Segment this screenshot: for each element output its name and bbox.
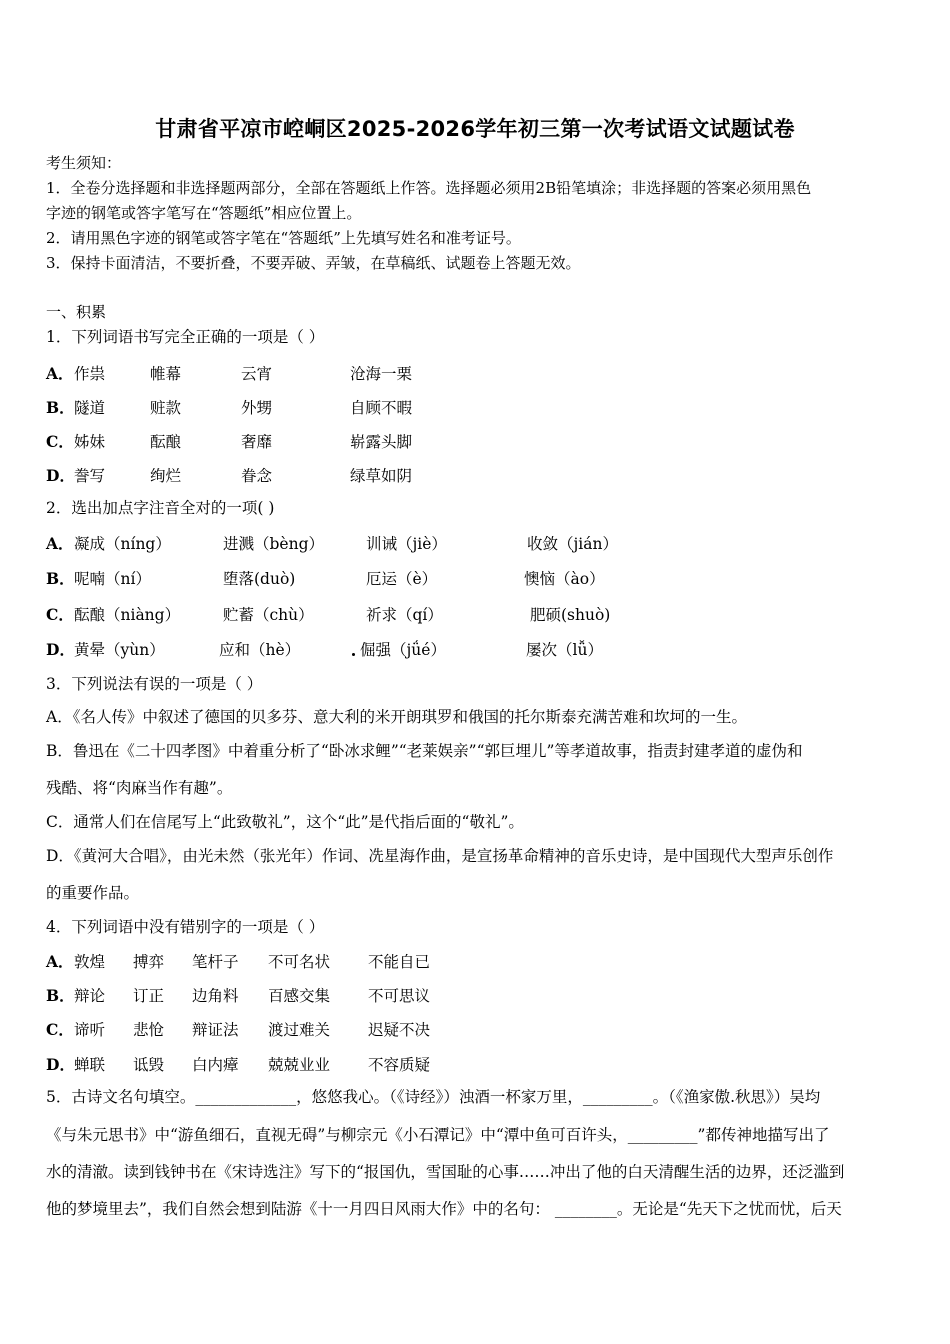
q5-line: 5．古诗文名句填空。_____________，悠悠我心。（《诗经》）浊酒一杯家万里，_________。（《渔家傲.秋思》）吴均	[46, 1088, 821, 1106]
option-word: 姊妹	[74, 433, 106, 451]
option-word: 黄晕（yùn）	[74, 641, 165, 659]
option-label: A．	[46, 364, 74, 383]
q2-option-c	[46, 603, 666, 623]
option-label: C．	[46, 432, 74, 451]
option-word: 辩证法	[192, 1021, 239, 1039]
option-word: 倔强（jǘé）	[360, 641, 446, 659]
q3-option-b: B．鲁迅在《二十四孝图》中着重分析了“卧冰求鲤”“老莱娱亲”“郭巨埋儿”等孝道故事，指责封建孝道的虚伪和	[46, 742, 803, 760]
option-word: 酝酿（niàng）	[74, 606, 181, 624]
option-label: B．	[46, 986, 75, 1005]
option-word: 不容质疑	[368, 1056, 431, 1074]
q3-option-c: C．通常人们在信尾写上“此致敬礼”，这个“此”是代指后面的“敬礼”。	[46, 813, 524, 831]
option-word: 懊恼（ào）	[524, 570, 605, 588]
option-word: 自顾不暇	[350, 399, 413, 417]
option-word: 绚烂	[150, 467, 182, 485]
q3-option-b-cont: 残酷、将“肉麻当作有趣”。	[46, 779, 233, 797]
q5-line: 他的梦境里去”，我们自然会想到陆游《十一月四日风雨大作》中的名句： ________。无论是“先天下之忧而忧，后天	[46, 1200, 842, 1218]
q1-option-d	[46, 464, 646, 484]
q3-option-d: D．《黄河大合唱》，由光未然（张光年）作词、冼星海作曲，是宣扬革命精神的音乐史诗，是中国现代大型声乐创作	[46, 847, 834, 865]
option-word: 笔杆子	[192, 953, 239, 971]
option-word: 不能自已	[368, 953, 431, 971]
option-word: 外甥	[241, 399, 273, 417]
emphasis-dot	[352, 653, 355, 656]
option-word: 谛听	[74, 1021, 106, 1039]
option-word: 屡次（lǚ）	[526, 641, 603, 659]
option-word: 隧道	[74, 399, 106, 417]
q5-line: 水的清澈。读到钱钟书在《宋诗选注》写下的“报国仇，雪国耻的心事……冲出了他的白天清醒生活的边界，还泛滥到	[46, 1163, 845, 1181]
option-label: B．	[46, 569, 75, 588]
q4-option-d	[46, 1053, 466, 1073]
option-word: 进溅（bèng）	[223, 535, 325, 553]
q3-option-d-cont: 的重要作品。	[46, 884, 140, 902]
option-word: 辩论	[74, 987, 106, 1005]
notice-heading: 考生须知：	[46, 154, 122, 172]
option-word: 订正	[133, 987, 165, 1005]
q1-option-c	[46, 430, 646, 450]
option-word: 不可思议	[368, 987, 431, 1005]
option-word: 誊写	[74, 467, 106, 485]
option-word: 奢靡	[241, 433, 273, 451]
q3-option-a: A．《名人传》中叙述了德国的贝多芬、意大利的米开朗琪罗和俄国的托尔斯泰充满苦难和坎坷的一生。	[46, 708, 747, 726]
page-title: 甘肃省平凉市崆峒区2025-2026学年初三第一次考试语文试题试卷	[155, 117, 795, 141]
option-word: 肥硕(shuò)	[530, 606, 611, 624]
q2-option-d	[46, 638, 666, 658]
option-word: 眷念	[241, 467, 273, 485]
option-word: 作祟	[74, 365, 106, 383]
q1-option-b	[46, 396, 646, 416]
option-word: 诋毁	[133, 1056, 165, 1074]
q4-stem: 4．下列词语中没有错别字的一项是（ ）	[46, 918, 325, 936]
notice-item: 1．全卷分选择题和非选择题两部分，全部在答题纸上作答。选择题必须用2B铅笔填涂；非选择题的答案必须用黑色	[46, 179, 812, 197]
option-word: 呢喃（ní）	[74, 570, 151, 588]
section-heading: 一、积累	[46, 303, 107, 321]
option-label: D．	[46, 466, 75, 485]
q1-stem: 1．下列词语书写完全正确的一项是（ ）	[46, 328, 325, 346]
option-word: 沧海一栗	[350, 365, 413, 383]
option-word: 边角料	[192, 987, 239, 1005]
option-word: 贮蓄（chù）	[223, 606, 314, 624]
option-word: 应和（hè）	[219, 641, 301, 659]
option-word: 迟疑不决	[368, 1021, 431, 1039]
option-word: 崭露头脚	[350, 433, 413, 451]
option-word: 百感交集	[268, 987, 331, 1005]
option-word: 帷幕	[150, 365, 182, 383]
notice-item: 3．保持卡面清洁，不要折叠，不要弄破、弄皱，在草稿纸、试题卷上答题无效。	[46, 254, 581, 272]
option-word: 厄运（è）	[366, 570, 438, 588]
option-word: 蝉联	[74, 1056, 106, 1074]
q3-stem: 3．下列说法有误的一项是（ ）	[46, 675, 263, 693]
option-word: 堕落(duò)	[223, 570, 296, 588]
q2-option-a	[46, 532, 666, 552]
option-word: 赃款	[150, 399, 182, 417]
notice-item: 字迹的钢笔或答字笔写在“答题纸”相应位置上。	[46, 204, 362, 222]
option-word: 悲怆	[133, 1021, 165, 1039]
option-word: 白内瘴	[192, 1056, 239, 1074]
q2-stem: 2．选出加点字注音全对的一项( )	[46, 499, 275, 517]
option-label: A．	[46, 952, 74, 971]
option-word: 收敛（jián）	[527, 535, 618, 553]
option-word: 云宵	[241, 365, 273, 383]
option-word: 祈求（qí）	[366, 606, 443, 624]
option-label: C．	[46, 1020, 74, 1039]
notice-item: 2．请用黑色字迹的钢笔或答字笔在“答题纸”上先填写姓名和准考证号。	[46, 229, 521, 247]
option-label: A．	[46, 534, 74, 553]
option-word: 绿草如阴	[350, 467, 413, 485]
option-word: 搏弈	[133, 953, 165, 971]
option-word: 敦煌	[74, 953, 106, 971]
option-label: B．	[46, 398, 75, 417]
q4-option-b	[46, 984, 466, 1004]
q2-option-b	[46, 567, 666, 587]
q4-option-a	[46, 950, 466, 970]
option-word: 酝酿	[150, 433, 182, 451]
option-label: C．	[46, 605, 74, 624]
option-label: D．	[46, 640, 75, 659]
q1-option-a	[46, 362, 646, 382]
option-word: 不可名状	[268, 953, 331, 971]
option-word: 训诫（jiè）	[366, 535, 447, 553]
option-word: 兢兢业业	[268, 1056, 331, 1074]
q4-option-c	[46, 1018, 466, 1038]
option-label: D．	[46, 1055, 75, 1074]
q5-line: 《与朱元思书》中“游鱼细石，直视无碍”与柳宗元《小石潭记》中“潭中鱼可百许头，_________”都传神地描写出了	[46, 1126, 830, 1144]
option-word: 渡过难关	[268, 1021, 331, 1039]
option-word: 凝成（níng）	[74, 535, 171, 553]
